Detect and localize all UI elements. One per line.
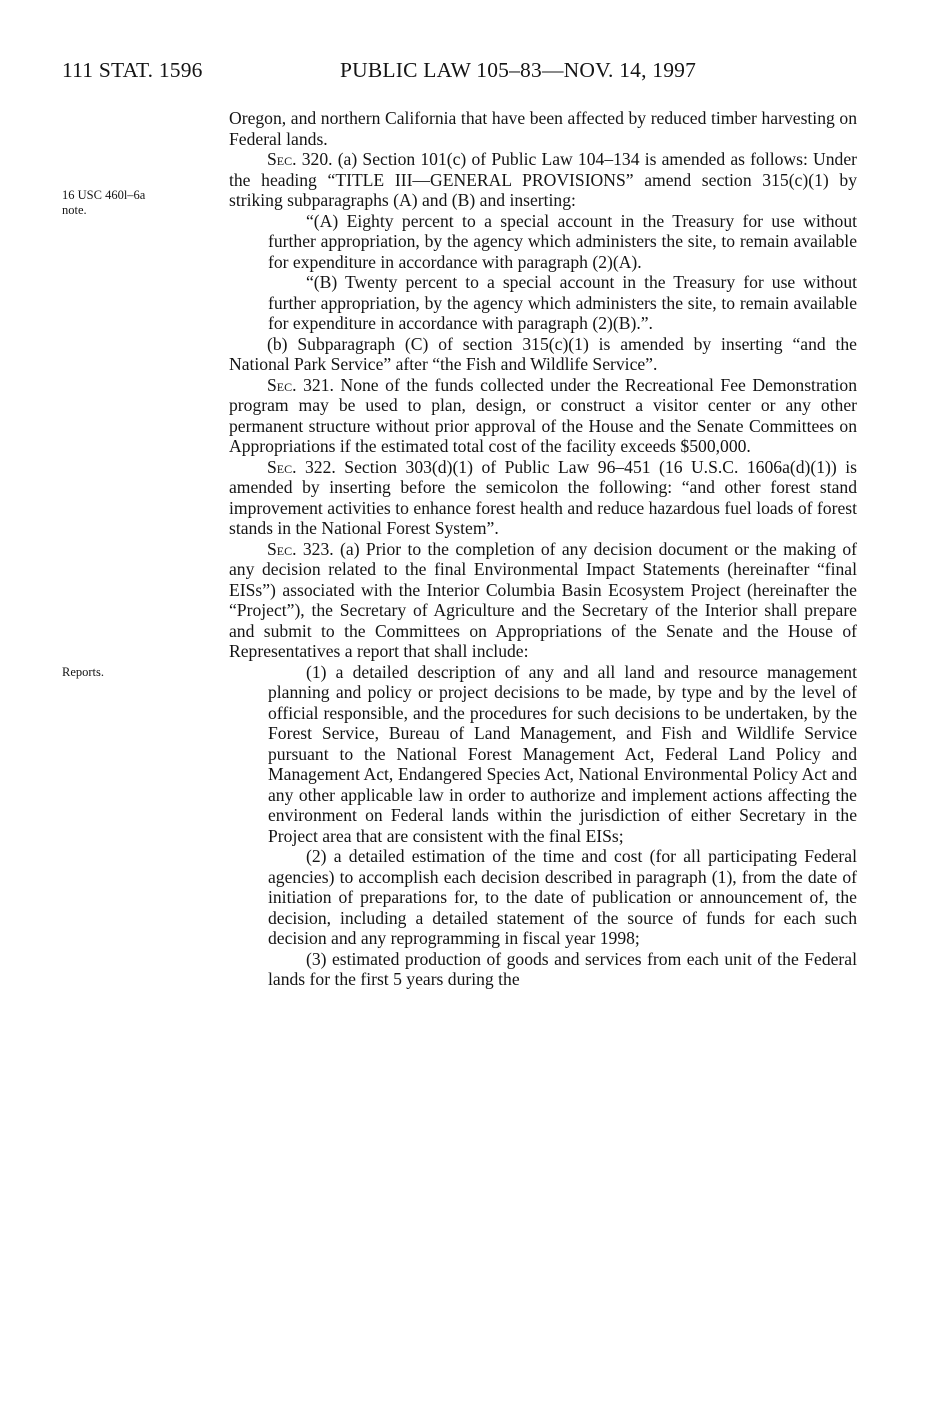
list-item-3: (3) estimated production of goods and services from each unit of the Federal lands for the first 5 years during the [268, 948, 857, 989]
section-321-label: Sec. [267, 374, 297, 395]
main-text [229, 108, 857, 990]
quoted-subparagraph-b: “(B) Twenty percent to a special account in the Treasury for use without further appropriation, by the agency which administers the site, to remain available for expenditure in accordance with paragraph (2)(B).”. [268, 272, 857, 333]
section-322-label: Sec. [267, 456, 297, 477]
quoted-subparagraph-a: “(A) Eighty percent to a special account in the Treasury for use without further appropriation, by the agency which administers the site, to remain available for expenditure in accordance with paragraph (2)(A). [268, 210, 857, 272]
section-321-text: 321. None of the funds collected under the Recreational Fee Demonstration program may be used to plan, design, or construct a visitor center or any other permanent structure without prior approval of the House and the Senate Committees on Appropriations if the estimated total cost of the facility exceeds $500,000. [229, 374, 857, 456]
section-320-b-paragraph: (b) Subparagraph (C) of section 315(c)(1) is amended by inserting “and the National Park Service” after “the Fish and Wildlife Service”. [229, 333, 857, 374]
section-323-label: Sec. [267, 538, 297, 559]
list-item-2: (2) a detailed estimation of the time and cost (for all participating Federal agencies) to accomplish each decision described in paragraph (1), from the date of initiation of preparations for, to the date of publication or announcement of, the decision, including a detailed statement of the source of funds for each such decision and any reprogramming in fiscal year 1998; [268, 846, 857, 948]
section-321-paragraph [229, 375, 857, 457]
margin-note-reports: Reports. [62, 665, 105, 679]
section-320-label: Sec. [267, 149, 297, 169]
intro-paragraph: Oregon, and northern California that have been affected by reduced timber harvesting on Federal lands. [229, 108, 857, 149]
section-322-paragraph [229, 457, 857, 539]
section-322-text: 322. Section 303(d)(1) of Public Law 96–451 (16 U.S.C. 1606a(d)(1)) is amended by inserting before the semicolon the following: “and other forest stand improvement activities to enhance forest health and reduce hazardous fuel loads of forest stands in the National Forest System”. [229, 456, 857, 538]
page-header [62, 58, 862, 88]
margin-note-usc-note: note. [62, 203, 87, 217]
margin-note-usc-citation: 16 USC 460l–6a [62, 188, 146, 202]
section-323-paragraph [229, 539, 857, 662]
section-320-paragraph [229, 149, 857, 211]
margin-note-usc [62, 188, 145, 218]
list-item-1: (1) a detailed description of any and all land and resource management planning and policy or project decisions to be made, by type and by the level of official responsible, and the procedures for such decisions to be undertaken, by the Forest Service, Bureau of Land Management, and Fish and Wildlife Service pursuant to the National Forest Management Act, Federal Land Policy and Management Act, Endangered Species Act, National Environmental Policy Act and any other applicable law in order to authorize and implement actions affecting the environment on Federal lands within the jurisdiction of either Secretary in the Project area that are consistent with the final EISs; [268, 661, 857, 846]
section-320-text: 320. (a) Section 101(c) of Public Law 104–134 is amended as follows: Under the heading “TITLE III—GENERAL PROVISIONS” amend section 315(c)(1) by striking subparagraphs (A) and (B) and inserting: [229, 149, 857, 210]
public-law-title: PUBLIC LAW 105–83—NOV. 14, 1997 [340, 58, 697, 82]
section-323-text: 323. (a) Prior to the completion of any decision document or the making of any decision related to the final Environmental Impact Statements (hereinafter “final EISs”) associated with the Interior Columbia Basin Ecosystem Project (hereinafter the “Project”), the Secretary of Agriculture and the Secretary of the Interior shall prepare and submit to the Committees on Appropriations of the Senate and the House of Representatives a report that shall include: [229, 538, 857, 661]
statute-page-number: 111 STAT. 1596 [62, 58, 203, 82]
